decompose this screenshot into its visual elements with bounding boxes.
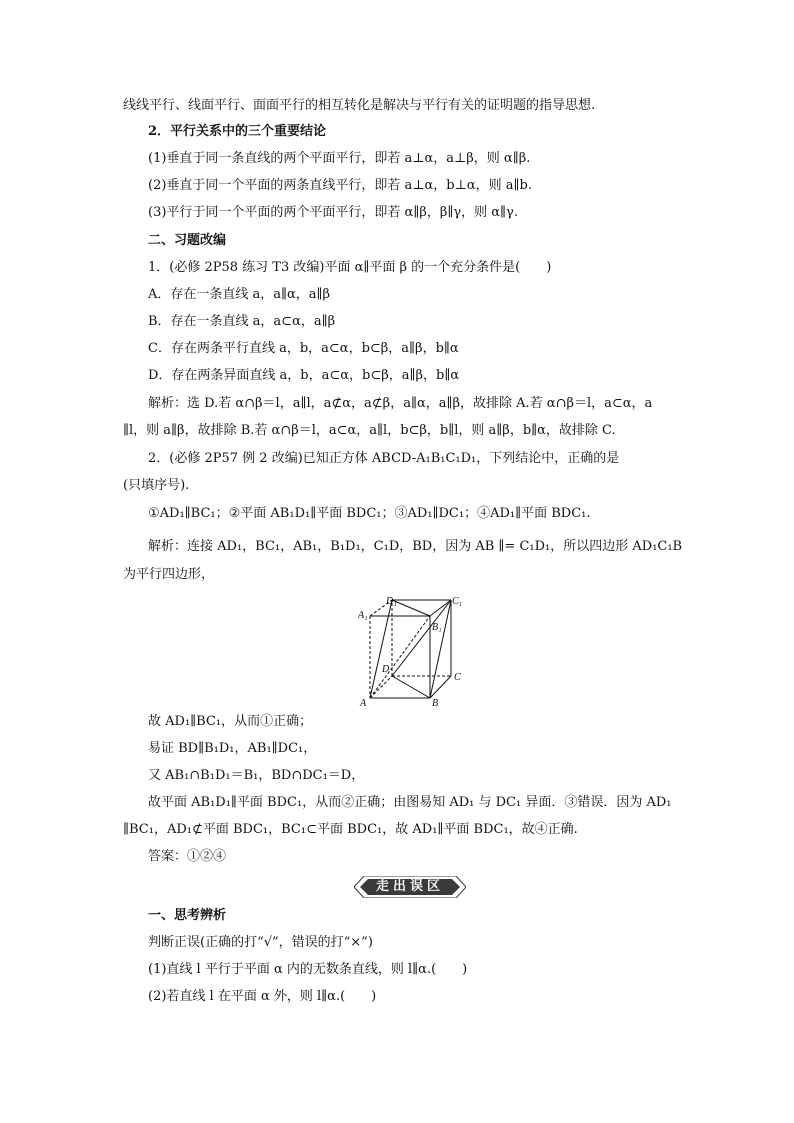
diag-bd — [392, 676, 430, 698]
question-2-cont: (只填序号). — [123, 478, 190, 493]
solution-text: 故平面 AB₁D₁∥平面 BDC₁，从而②正确；由图易知 AD₁ 与 DC₁ 异面．③错误．因为 AD₁ — [148, 795, 672, 810]
label-c: C — [454, 672, 461, 683]
solution-text: 又 AB₁∩B₁D₁＝B₁，BD∩DC₁＝D， — [148, 768, 365, 783]
answer-line: 答案：①②④ — [148, 849, 227, 864]
text-line: 判断正误(正确的打“√”，错误的打“×”) — [148, 935, 373, 950]
solution-text: 解析：连接 AD₁，BC₁，AB₁，B₁D₁，C₁D，BD，因为 AB ∥= C₁D₁，所以四边形 AD₁C₁B — [148, 539, 683, 554]
diag-b1d1 — [392, 600, 430, 616]
text-line: (3)平行于同一个平面的两个平面平行，即若 α∥β，β∥γ，则 α∥γ. — [148, 205, 518, 220]
option-b: B．存在一条直线 a，a⊂α，a∥β — [148, 314, 336, 329]
cube-figure — [356, 596, 468, 708]
section-banner — [354, 876, 466, 898]
solution-text: 故 AD₁∥BC₁，从而①正确； — [148, 714, 313, 729]
question-2-statements: ①AD₁∥BC₁；②平面 AB₁D₁∥平面 BDC₁；③AD₁∥DC₁；④AD₁∥平面 BDC₁. — [148, 506, 591, 521]
text-line: (1)直线 l 平行于平面 α 内的无数条直线，则 l∥α.( ) — [148, 962, 468, 977]
option-a: A．存在一条直线 a，a∥α，a∥β — [148, 287, 331, 302]
solution-text: 易证 BD∥B₁D₁，AB₁∥DC₁， — [148, 741, 317, 756]
edge-bc — [430, 676, 451, 698]
hidden-edge-ad — [370, 676, 392, 698]
question-2: 2．(必修 2P57 例 2 改编)已知正方体 ABCD-A₁B₁C₁D₁，下列结论中，正确的是 — [148, 451, 620, 466]
diag-dc1 — [392, 600, 451, 676]
diag-ad1 — [370, 600, 392, 698]
label-d: D — [382, 664, 390, 675]
label-c1: C₁ — [452, 596, 463, 607]
solution-text: 为平行四边形， — [123, 567, 215, 582]
label-b: B — [432, 698, 439, 708]
solution-text: ∥BC₁，AD₁⊄平面 BDC₁，BC₁⊂平面 BDC₁，故 AD₁∥平面 BDC₁，故④正确. — [123, 822, 578, 837]
option-c: C．存在两条平行直线 a，b，a⊂α，b⊂β，a∥β，b∥α — [148, 341, 459, 356]
section-heading: 二、习题改编 — [148, 233, 227, 248]
question-1: 1．(必修 2P58 练习 T3 改编)平面 α∥平面 β 的一个充分条件是( ) — [148, 260, 552, 275]
text-line: 线线平行、线面平行、面面平行的相互转化是解决与平行有关的证明题的指导思想. — [123, 98, 596, 113]
section-heading: 2．平行关系中的三个重要结论 — [148, 124, 327, 139]
label-a1: A₁ — [358, 610, 368, 621]
section-heading: 一、思考辨析 — [148, 908, 227, 923]
solution-text: 解析：选 D.若 α∩β＝l，a∥l，a⊄α，a⊄β，a∥α，a∥β，故排除 A.若 α∩β＝l，a⊂α，a — [148, 396, 653, 411]
banner-label: 走出误区 — [375, 879, 444, 894]
option-d: D．存在两条异面直线 a，b，a⊂α，b⊂β，a∥β，b∥α — [148, 368, 460, 383]
diag-bc1 — [430, 600, 451, 698]
text-line: (2)若直线 l 在平面 α 外，则 l∥α.( ) — [148, 989, 377, 1004]
label-b1: B₁ — [432, 622, 442, 633]
label-d1: D₁ — [386, 596, 397, 607]
text-line: (2)垂直于同一个平面的两条直线平行，即若 a⊥α，b⊥α，则 a∥b. — [148, 178, 532, 193]
text-line: (1)垂直于同一条直线的两个平面平行，即若 a⊥α，a⊥β，则 α∥β. — [148, 151, 531, 166]
solution-text: ∥l，则 a∥β，故排除 B.若 α∩β＝l，a⊂α，a∥l，b⊂β，b∥l，则 a∥β，b∥α，故排除 C. — [123, 423, 616, 438]
label-a: A — [360, 698, 367, 708]
